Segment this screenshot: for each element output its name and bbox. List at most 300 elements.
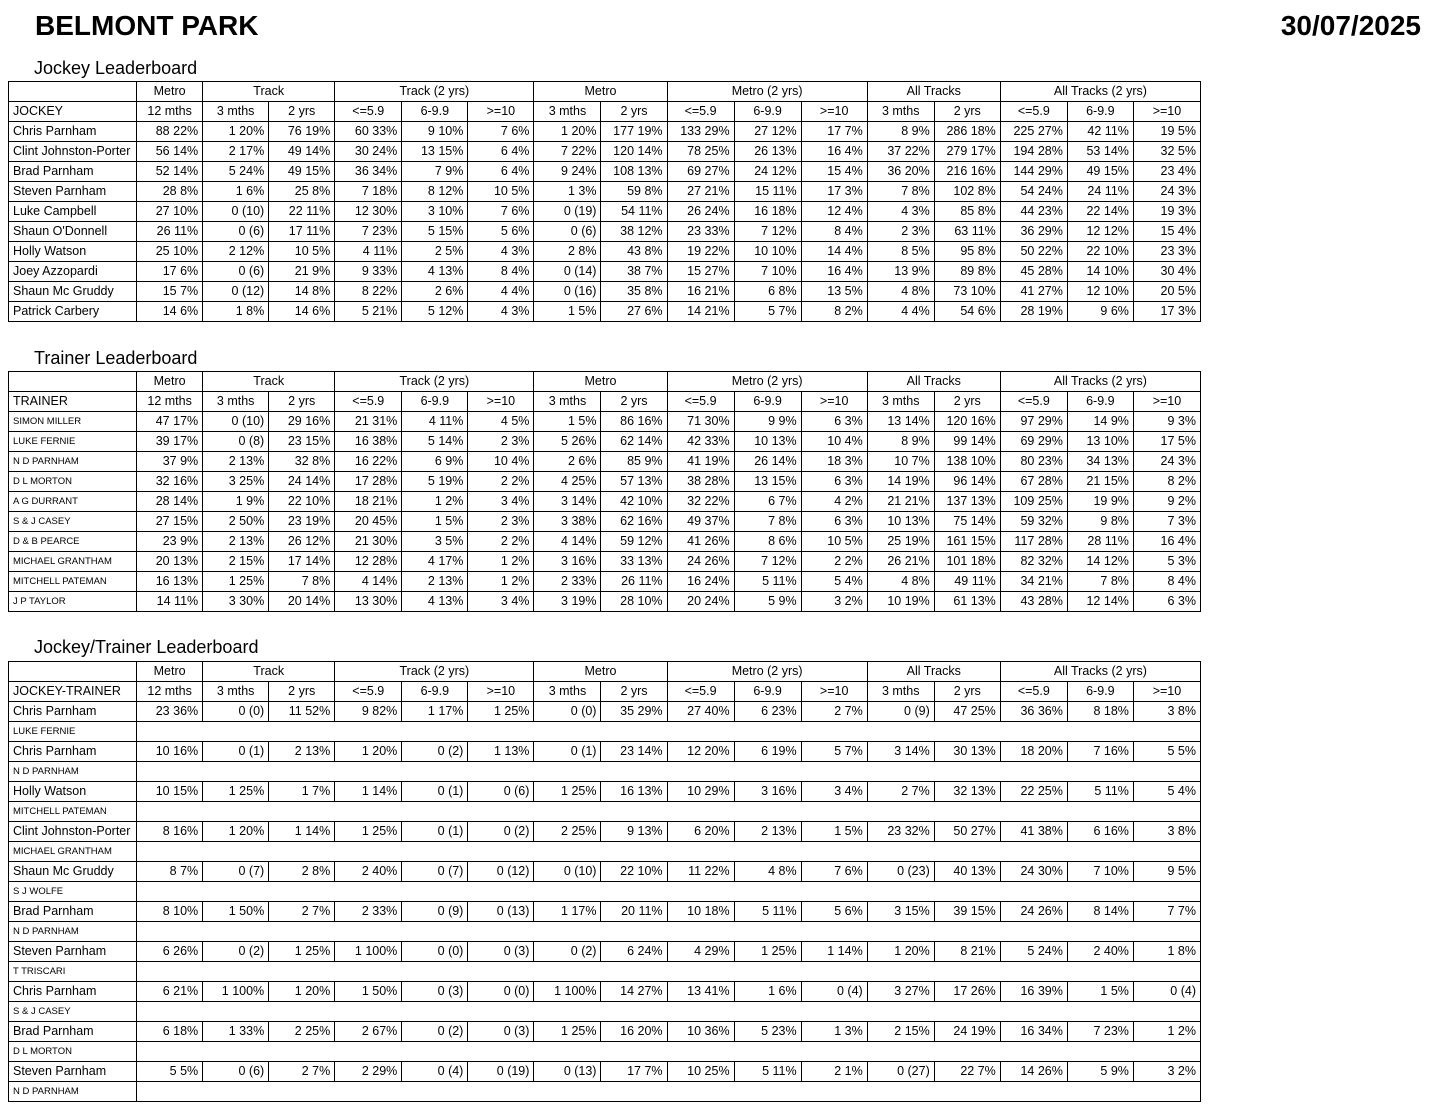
stat-cell: 4 29% [667, 942, 734, 962]
trainer-row [9, 722, 1201, 742]
stat-cell: 1 17% [534, 902, 601, 922]
stat-cell: 3 14% [534, 492, 601, 512]
stat-cell: 0 (2) [203, 942, 269, 962]
stat-cell: 47 17% [137, 412, 203, 432]
column-header: >=10 [801, 102, 867, 122]
stat-cell: 3 14% [867, 742, 934, 762]
row-name: Chris Parnham [9, 702, 137, 722]
trainer-row [9, 1002, 1201, 1022]
corner-cell [9, 372, 137, 392]
stat-cell: 279 17% [934, 142, 1000, 162]
trainer-name: MITCHELL PATEMAN [9, 802, 137, 822]
stat-cell: 4 8% [734, 862, 801, 882]
column-header: 6-9.9 [1067, 102, 1133, 122]
stat-cell: 17 26% [934, 982, 1000, 1002]
row-name: N D PARNHAM [9, 452, 137, 472]
stat-cell: 4 5% [468, 412, 534, 432]
stat-cell: 3 5% [402, 532, 468, 552]
stat-cell: 22 7% [934, 1062, 1000, 1082]
stat-cell: 10 16% [137, 742, 203, 762]
stat-cell: 24 12% [734, 162, 801, 182]
stat-cell: 11 22% [667, 862, 734, 882]
stat-cell: 10 5% [801, 532, 867, 552]
stat-cell: 14 4% [801, 242, 867, 262]
stat-cell: 286 18% [934, 122, 1000, 142]
stat-cell: 1 2% [402, 492, 468, 512]
stat-cell: 5 11% [734, 1062, 801, 1082]
stat-cell: 16 4% [801, 142, 867, 162]
stat-cell: 41 26% [667, 532, 734, 552]
stat-cell: 14 12% [1067, 552, 1133, 572]
stat-cell: 23 33% [667, 222, 734, 242]
stat-cell: 12 12% [1067, 222, 1133, 242]
stat-cell: 12 14% [1067, 592, 1133, 612]
stat-cell: 0 (2) [402, 742, 468, 762]
stat-cell: 28 11% [1067, 532, 1133, 552]
row-name: D & B PEARCE [9, 532, 137, 552]
stat-cell: 38 12% [601, 222, 667, 242]
stat-cell: 5 5% [137, 1062, 203, 1082]
stat-cell: 71 30% [667, 412, 734, 432]
stat-cell: 3 4% [801, 782, 867, 802]
row-name: Steven Parnham [9, 182, 137, 202]
stat-cell: 0 (3) [468, 1022, 534, 1042]
stat-cell: 5 4% [801, 572, 867, 592]
stat-cell: 5 14% [402, 432, 468, 452]
stat-cell: 8 5% [867, 242, 934, 262]
column-header: 2 yrs [934, 682, 1000, 702]
stat-cell: 2 13% [734, 822, 801, 842]
stat-cell: 50 27% [934, 822, 1000, 842]
stat-cell: 1 5% [1067, 982, 1133, 1002]
stat-cell: 3 16% [534, 552, 601, 572]
stat-cell: 25 19% [867, 532, 934, 552]
stat-cell: 5 9% [734, 592, 801, 612]
stat-cell: 30 24% [335, 142, 402, 162]
stat-cell: 16 24% [667, 572, 734, 592]
stat-cell: 5 9% [1067, 1062, 1133, 1082]
stat-cell: 25 10% [137, 242, 203, 262]
column-header: 2 yrs [269, 392, 335, 412]
stat-cell: 26 14% [734, 452, 801, 472]
column-header: 2 yrs [934, 102, 1000, 122]
stat-cell: 23 15% [269, 432, 335, 452]
stat-cell: 2 7% [269, 902, 335, 922]
stat-cell: 43 28% [1000, 592, 1067, 612]
column-header: 3 mths [534, 682, 601, 702]
row-name: D L MORTON [9, 472, 137, 492]
stat-cell: 19 5% [1133, 122, 1200, 142]
jockey-section-title: Jockey Leaderboard [34, 58, 198, 78]
stat-cell: 6 3% [801, 412, 867, 432]
stat-cell: 9 5% [1133, 862, 1200, 882]
stat-cell: 6 7% [734, 492, 801, 512]
column-header-row [9, 392, 1201, 412]
trainer-row [9, 962, 1201, 982]
table-row [9, 222, 1201, 242]
stat-cell: 22 10% [601, 862, 667, 882]
stat-cell: 3 30% [203, 592, 269, 612]
column-header: >=10 [468, 102, 534, 122]
stat-cell: 7 6% [468, 122, 534, 142]
row-name: Brad Parnham [9, 902, 137, 922]
stat-cell: 17 14% [269, 552, 335, 572]
column-header: 6-9.9 [734, 102, 801, 122]
stat-cell: 1 25% [269, 942, 335, 962]
column-header: >=10 [801, 682, 867, 702]
name-column-header: TRAINER [9, 392, 137, 412]
stat-cell: 49 11% [934, 572, 1000, 592]
stat-cell: 5 4% [1133, 782, 1200, 802]
stat-cell: 13 41% [667, 982, 734, 1002]
trainer-leaderboard-table [8, 371, 1201, 612]
stat-cell: 18 21% [335, 492, 402, 512]
stat-cell: 20 45% [335, 512, 402, 532]
stat-cell: 2 2% [468, 532, 534, 552]
stat-cell: 1 5% [534, 302, 601, 322]
column-header: <=5.9 [667, 392, 734, 412]
table-row [9, 452, 1201, 472]
stat-cell: 16 4% [801, 262, 867, 282]
stat-cell: 10 36% [667, 1022, 734, 1042]
trainer-row [9, 882, 1201, 902]
stat-cell: 32 8% [269, 452, 335, 472]
group-header: Track [203, 82, 335, 102]
stat-cell: 21 31% [335, 412, 402, 432]
group-header: Metro [137, 662, 203, 682]
column-header: >=10 [1133, 102, 1200, 122]
stat-cell: 17 3% [1133, 302, 1200, 322]
stat-cell: 0 (3) [402, 982, 468, 1002]
stat-cell: 225 27% [1000, 122, 1067, 142]
stat-cell: 7 23% [335, 222, 402, 242]
stat-cell: 9 10% [402, 122, 468, 142]
stat-cell: 59 32% [1000, 512, 1067, 532]
stat-cell: 0 (0) [468, 982, 534, 1002]
stat-cell: 5 7% [734, 302, 801, 322]
stat-cell: 23 32% [867, 822, 934, 842]
column-header: <=5.9 [1000, 392, 1067, 412]
stat-cell: 0 (7) [203, 862, 269, 882]
stat-cell: 3 10% [402, 202, 468, 222]
stat-cell: 1 20% [534, 122, 601, 142]
stat-cell: 102 8% [934, 182, 1000, 202]
stat-cell: 40 13% [934, 862, 1000, 882]
stat-cell: 8 6% [734, 532, 801, 552]
stat-cell: 9 8% [1067, 512, 1133, 532]
stat-cell: 2 13% [203, 452, 269, 472]
table-row [9, 492, 1201, 512]
stat-cell: 63 11% [934, 222, 1000, 242]
trainer-name: S J WOLFE [9, 882, 137, 902]
stat-cell: 0 (6) [203, 1062, 269, 1082]
stat-cell: 16 34% [1000, 1022, 1067, 1042]
column-header: 12 mths [137, 682, 203, 702]
stat-cell: 24 11% [1067, 182, 1133, 202]
stat-cell: 21 21% [867, 492, 934, 512]
stat-cell: 1 33% [203, 1022, 269, 1042]
stat-cell: 49 15% [1067, 162, 1133, 182]
column-header: 6-9.9 [402, 102, 468, 122]
stat-cell: 101 18% [934, 552, 1000, 572]
stat-cell: 69 29% [1000, 432, 1067, 452]
stat-cell: 99 14% [934, 432, 1000, 452]
stat-cell: 24 19% [934, 1022, 1000, 1042]
stat-cell: 6 20% [667, 822, 734, 842]
stat-cell: 17 5% [1133, 432, 1200, 452]
column-header: 12 mths [137, 392, 203, 412]
stat-cell: 10 5% [468, 182, 534, 202]
stat-cell: 42 33% [667, 432, 734, 452]
stat-cell: 1 2% [468, 572, 534, 592]
stat-cell: 0 (10) [203, 202, 269, 222]
stat-cell: 1 20% [335, 742, 402, 762]
stat-cell: 41 19% [667, 452, 734, 472]
row-name: Chris Parnham [9, 122, 137, 142]
stat-cell: 8 21% [934, 942, 1000, 962]
stat-cell: 23 3% [1133, 242, 1200, 262]
stat-cell: 1 50% [203, 902, 269, 922]
stat-cell: 12 4% [801, 202, 867, 222]
stat-cell: 7 6% [468, 202, 534, 222]
table-row [9, 862, 1201, 882]
column-header: 6-9.9 [402, 682, 468, 702]
stat-cell: 0 (3) [468, 942, 534, 962]
stat-cell: 0 (27) [867, 1062, 934, 1082]
trainer-row [9, 1042, 1201, 1062]
stat-cell: 8 4% [468, 262, 534, 282]
stat-cell: 0 (1) [402, 822, 468, 842]
stat-cell: 12 30% [335, 202, 402, 222]
group-header: Metro [137, 82, 203, 102]
stat-cell: 2 15% [203, 552, 269, 572]
stat-cell: 0 (9) [402, 902, 468, 922]
table-row [9, 302, 1201, 322]
row-name: A G DURRANT [9, 492, 137, 512]
stat-cell: 7 3% [1133, 512, 1200, 532]
stat-cell: 5 3% [1133, 552, 1200, 572]
stat-cell: 8 4% [801, 222, 867, 242]
stat-cell: 36 20% [867, 162, 934, 182]
trainer-name: S & J CASEY [9, 1002, 137, 1022]
stat-cell: 7 8% [269, 572, 335, 592]
stat-cell: 2 25% [269, 1022, 335, 1042]
table-row [9, 182, 1201, 202]
row-name: J P TAYLOR [9, 592, 137, 612]
column-header: 2 yrs [269, 102, 335, 122]
column-header: 6-9.9 [734, 392, 801, 412]
stat-cell: 1 25% [203, 572, 269, 592]
stat-cell: 0 (1) [534, 742, 601, 762]
table-row [9, 1062, 1201, 1082]
group-header: Metro [137, 372, 203, 392]
table-row [9, 572, 1201, 592]
stat-cell: 17 3% [801, 182, 867, 202]
stat-cell: 8 14% [1067, 902, 1133, 922]
column-header: <=5.9 [335, 682, 402, 702]
stat-cell: 0 (0) [534, 702, 601, 722]
trainer-row [9, 922, 1201, 942]
stat-cell: 42 10% [601, 492, 667, 512]
stat-cell: 4 2% [801, 492, 867, 512]
stat-cell: 7 9% [402, 162, 468, 182]
stat-cell: 28 14% [137, 492, 203, 512]
column-header: 6-9.9 [1067, 682, 1133, 702]
stat-cell: 19 9% [1067, 492, 1133, 512]
stat-cell: 24 3% [1133, 452, 1200, 472]
jockey-leaderboard-table [8, 81, 1201, 322]
stat-cell: 2 8% [534, 242, 601, 262]
group-header: Track (2 yrs) [335, 372, 534, 392]
stat-cell: 24 3% [1133, 182, 1200, 202]
stat-cell: 54 6% [934, 302, 1000, 322]
stat-cell: 32 13% [934, 782, 1000, 802]
stat-cell: 36 36% [1000, 702, 1067, 722]
stat-cell: 5 6% [801, 902, 867, 922]
stat-cell: 1 25% [468, 702, 534, 722]
stat-cell: 0 (0) [203, 702, 269, 722]
column-header: <=5.9 [1000, 102, 1067, 122]
jockey-trainer-section-title: Jockey/Trainer Leaderboard [34, 637, 259, 657]
stat-cell: 3 2% [1133, 1062, 1200, 1082]
stat-cell: 10 25% [667, 1062, 734, 1082]
stat-cell: 4 14% [335, 572, 402, 592]
stat-cell: 2 3% [867, 222, 934, 242]
group-header: All Tracks [867, 82, 1000, 102]
stat-cell: 54 11% [601, 202, 667, 222]
stat-cell: 19 22% [667, 242, 734, 262]
stat-cell: 0 (1) [203, 742, 269, 762]
stat-cell: 9 6% [1067, 302, 1133, 322]
stat-cell: 49 14% [269, 142, 335, 162]
stat-cell: 16 21% [667, 282, 734, 302]
stat-cell: 11 52% [269, 702, 335, 722]
column-header: >=10 [468, 392, 534, 412]
stat-cell: 5 24% [1000, 942, 1067, 962]
stat-cell: 8 2% [1133, 472, 1200, 492]
stat-cell: 3 2% [801, 592, 867, 612]
stat-cell: 0 (8) [203, 432, 269, 452]
stat-cell: 120 14% [601, 142, 667, 162]
column-header: >=10 [1133, 392, 1200, 412]
stat-cell: 0 (2) [468, 822, 534, 842]
stat-cell: 6 3% [801, 512, 867, 532]
row-name: Brad Parnham [9, 1022, 137, 1042]
stat-cell: 0 (13) [534, 1062, 601, 1082]
stat-cell: 10 4% [468, 452, 534, 472]
stat-cell: 6 3% [1133, 592, 1200, 612]
group-header: Metro (2 yrs) [667, 372, 867, 392]
column-header: 6-9.9 [734, 682, 801, 702]
group-header: Metro [534, 372, 667, 392]
stat-cell: 36 34% [335, 162, 402, 182]
stat-cell: 117 28% [1000, 532, 1067, 552]
stat-cell: 12 10% [1067, 282, 1133, 302]
stat-cell: 1 7% [269, 782, 335, 802]
stat-cell: 7 7% [1133, 902, 1200, 922]
stat-cell: 5 19% [402, 472, 468, 492]
stat-cell: 20 24% [667, 592, 734, 612]
stat-cell: 62 16% [601, 512, 667, 532]
stat-cell: 7 8% [734, 512, 801, 532]
stat-cell: 1 20% [867, 942, 934, 962]
stat-cell: 34 13% [1067, 452, 1133, 472]
trainer-row [9, 1082, 1201, 1102]
stat-cell: 53 14% [1067, 142, 1133, 162]
stat-cell: 1 100% [534, 982, 601, 1002]
stat-cell: 1 20% [269, 982, 335, 1002]
column-header: 2 yrs [934, 392, 1000, 412]
column-header: 6-9.9 [1067, 392, 1133, 412]
stat-cell: 23 9% [137, 532, 203, 552]
table-row [9, 142, 1201, 162]
column-header: 2 yrs [601, 392, 667, 412]
stat-cell: 4 13% [402, 262, 468, 282]
stat-cell: 27 15% [137, 512, 203, 532]
trainer-row-filler [137, 1002, 1201, 1022]
table-row [9, 432, 1201, 452]
stat-cell: 2 5% [402, 242, 468, 262]
stat-cell: 1 25% [534, 1022, 601, 1042]
column-header: 2 yrs [269, 682, 335, 702]
stat-cell: 59 12% [601, 532, 667, 552]
row-name: Shaun Mc Gruddy [9, 862, 137, 882]
corner-cell [9, 662, 137, 682]
trainer-name: N D PARNHAM [9, 922, 137, 942]
trainer-row [9, 762, 1201, 782]
stat-cell: 10 29% [667, 782, 734, 802]
stat-cell: 7 8% [1067, 572, 1133, 592]
table-row [9, 472, 1201, 492]
stat-cell: 22 25% [1000, 782, 1067, 802]
stat-cell: 120 16% [934, 412, 1000, 432]
trainer-row-filler [137, 842, 1201, 862]
stat-cell: 61 13% [934, 592, 1000, 612]
stat-cell: 6 26% [137, 942, 203, 962]
table-row [9, 1022, 1201, 1042]
stat-cell: 0 (13) [468, 902, 534, 922]
column-header: <=5.9 [335, 102, 402, 122]
stat-cell: 4 13% [402, 592, 468, 612]
stat-cell: 1 20% [203, 822, 269, 842]
stat-cell: 23 14% [601, 742, 667, 762]
stat-cell: 14 27% [601, 982, 667, 1002]
stat-cell: 82 32% [1000, 552, 1067, 572]
column-header: >=10 [468, 682, 534, 702]
stat-cell: 4 25% [534, 472, 601, 492]
stat-cell: 0 (2) [402, 1022, 468, 1042]
row-name: Shaun O'Donnell [9, 222, 137, 242]
stat-cell: 7 16% [1067, 742, 1133, 762]
stat-cell: 19 3% [1133, 202, 1200, 222]
stat-cell: 12 28% [335, 552, 402, 572]
stat-cell: 15 11% [734, 182, 801, 202]
column-header: >=10 [801, 392, 867, 412]
stat-cell: 1 14% [801, 942, 867, 962]
stat-cell: 29 16% [269, 412, 335, 432]
trainer-row-filler [137, 802, 1201, 822]
trainer-name: D L MORTON [9, 1042, 137, 1062]
table-row [9, 702, 1201, 722]
stat-cell: 7 8% [867, 182, 934, 202]
stat-cell: 6 24% [601, 942, 667, 962]
stat-cell: 8 18% [1067, 702, 1133, 722]
stat-cell: 5 7% [801, 742, 867, 762]
stat-cell: 32 16% [137, 472, 203, 492]
stat-cell: 4 4% [468, 282, 534, 302]
stat-cell: 194 28% [1000, 142, 1067, 162]
stat-cell: 1 3% [801, 1022, 867, 1042]
